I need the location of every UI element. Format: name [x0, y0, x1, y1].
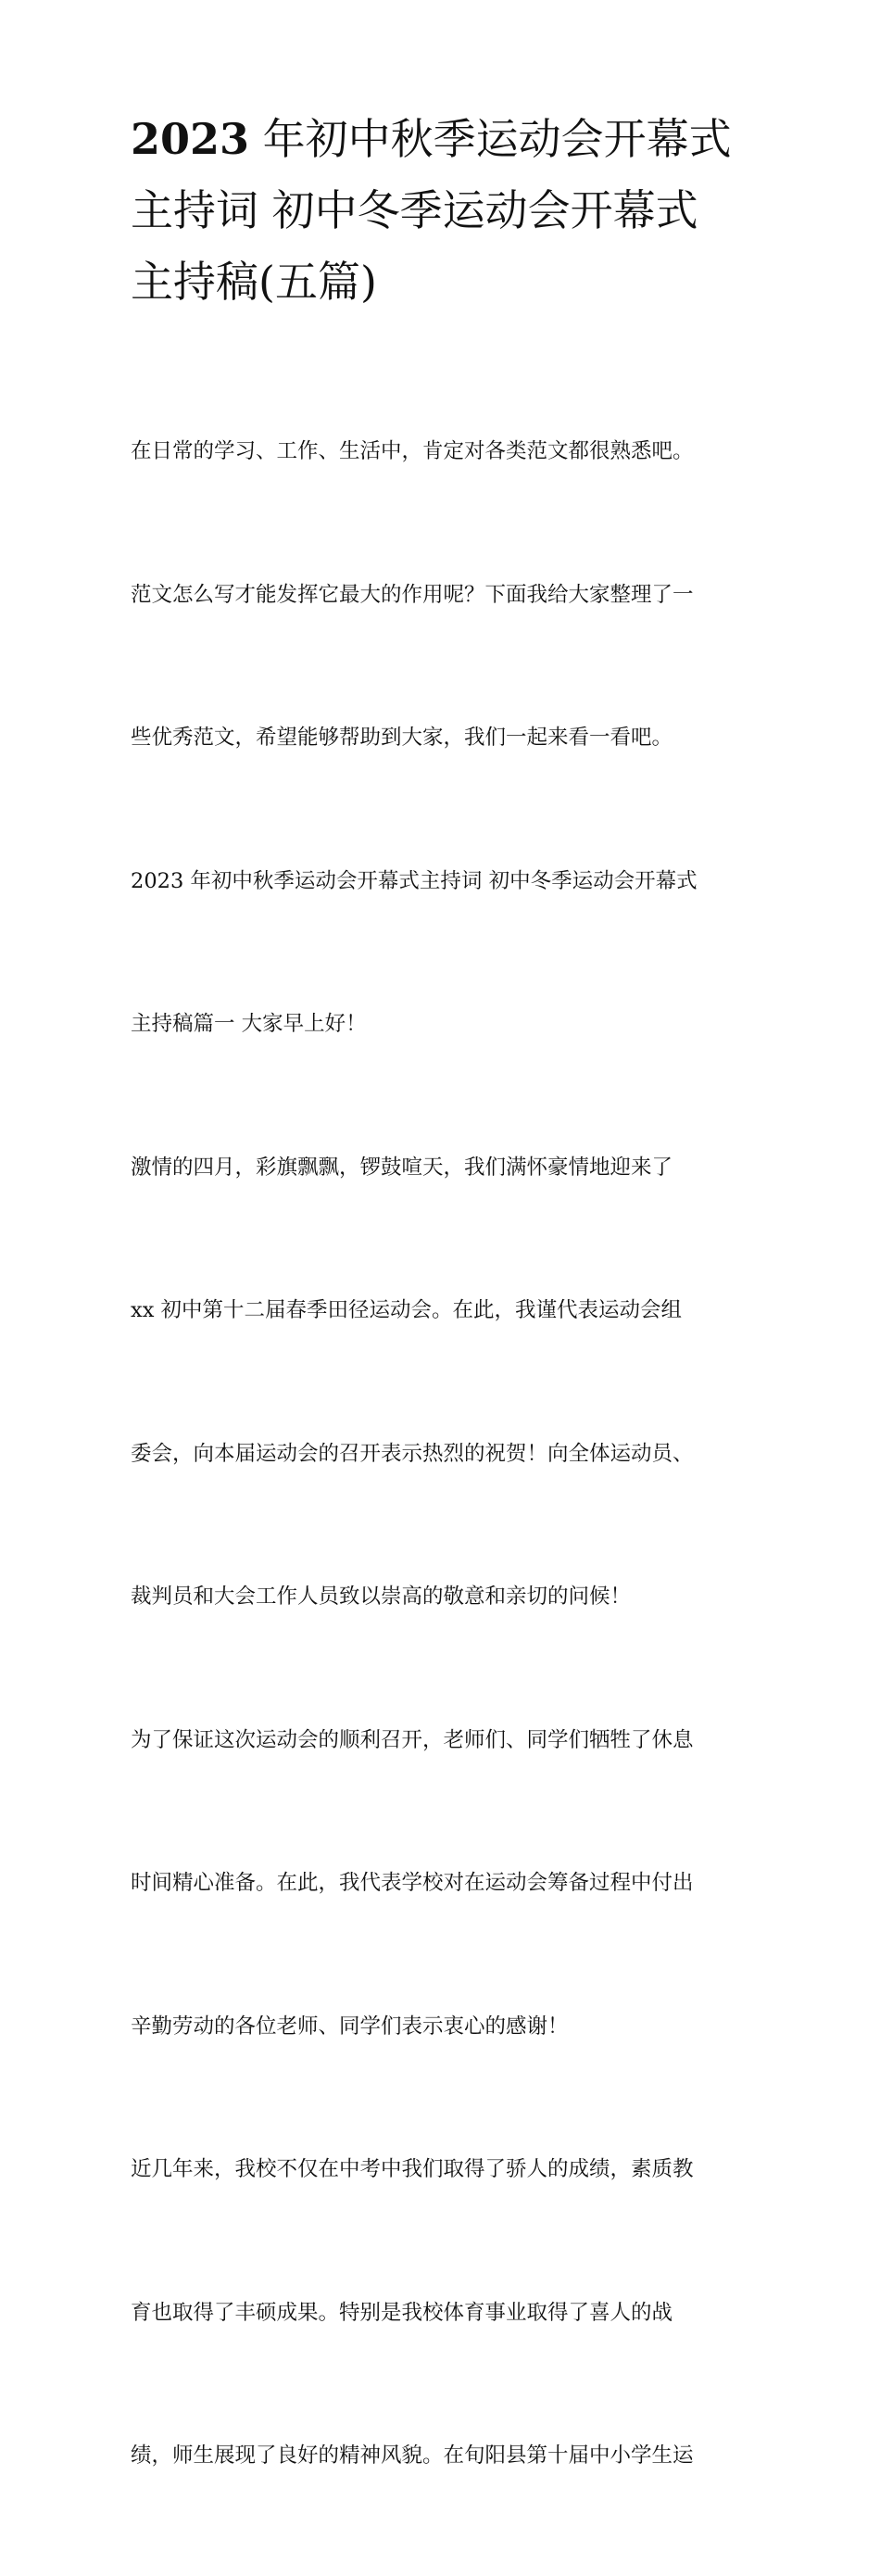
- document-body: [131, 333, 761, 2576]
- body-line: 辛勤劳动的各位老师、同学们表示衷心的感谢！: [131, 2014, 569, 2039]
- document-title: [131, 104, 761, 318]
- body-line: 2023 年初中秋季运动会开幕式主持词 初中冬季运动会开幕式: [131, 868, 698, 893]
- body-line: 近几年来，我校不仅在中考中我们取得了骄人的成绩，素质教: [131, 2157, 694, 2181]
- body-line: 主持稿篇一 大家早上好！: [131, 1012, 367, 1036]
- body-line: xx 初中第十二届春季田径运动会。在此，我谨代表运动会组: [131, 1298, 683, 1322]
- body-line: 时间精心准备。在此，我代表学校对在运动会筹备过程中付出: [131, 1871, 694, 1895]
- body-line: 激情的四月，彩旗飘飘，锣鼓喧天，我们满怀豪情地迎来了: [131, 1155, 673, 1180]
- body-line: 绩，师生展现了良好的精神风貌。在旬阳县第十届中小学生运: [131, 2443, 694, 2468]
- body-line: 育也取得了丰硕成果。特别是我校体育事业取得了喜人的战: [131, 2300, 673, 2325]
- body-line: 为了保证这次运动会的顺利召开，老师们、同学们牺牲了休息: [131, 1727, 694, 1752]
- body-line: 委会，向本届运动会的召开表示热烈的祝贺！向全体运动员、: [131, 1441, 694, 1466]
- body-line: 范文怎么写才能发挥它最大的作用呢？下面我给大家整理了一: [131, 582, 694, 607]
- document-content: [131, 104, 761, 2576]
- title-year: 2023: [131, 114, 250, 164]
- title-text: 年初中秋季运动会开幕式 主持词 初中冬季运动会开幕式 主持稿(五篇): [131, 114, 732, 307]
- body-line: 些优秀范文，希望能够帮助到大家，我们一起来看一看吧。: [131, 726, 673, 750]
- body-line: 在日常的学习、工作、生活中，肯定对各类范文都很熟悉吧。: [131, 439, 694, 463]
- body-line: 裁判员和大会工作人员致以崇高的敬意和亲切的问候！: [131, 1585, 632, 1609]
